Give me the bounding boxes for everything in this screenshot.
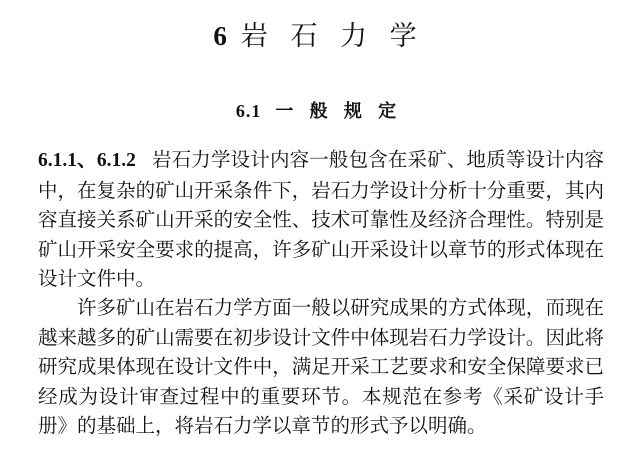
clause-number: 6.1.1、6.1.2 [38,150,136,171]
chapter-title [0,18,637,55]
section-title [0,98,637,125]
section-number: 6.1 [235,101,262,121]
paragraph-text: 岩石力学设计内容一般包含在采矿、地质等设计内容中，在复杂的矿山开采条件下，岩石力学设计分析十分重要，其内容直接关系矿山开采的安全性、技术可靠性及经济合理性。特别是矿山开采安全要求的提高，许多矿山开采设计以章节的形式体现在设计文件中。 [38,148,604,290]
section-title-text: 一 般 规 定 [275,101,402,122]
paragraph-explanation [38,293,604,441]
paragraph-clause-6-1-1 [38,145,604,294]
chapter-title-text: 岩 石 力 学 [240,21,424,52]
chapter-number: 6 [213,21,227,51]
paragraph-text: 许多矿山在岩石力学方面一般以研究成果的方式体现，而现在越来越多的矿山需要在初步设计文件中体现岩石力学设计。因此将研究成果体现在设计文件中，满足开采工艺要求和安全保障要求已经成为设计审查过程中的重要环节。本规范在参考《采矿设计手册》的基础上，将岩石力学以章节的形式予以明确。 [38,296,604,437]
